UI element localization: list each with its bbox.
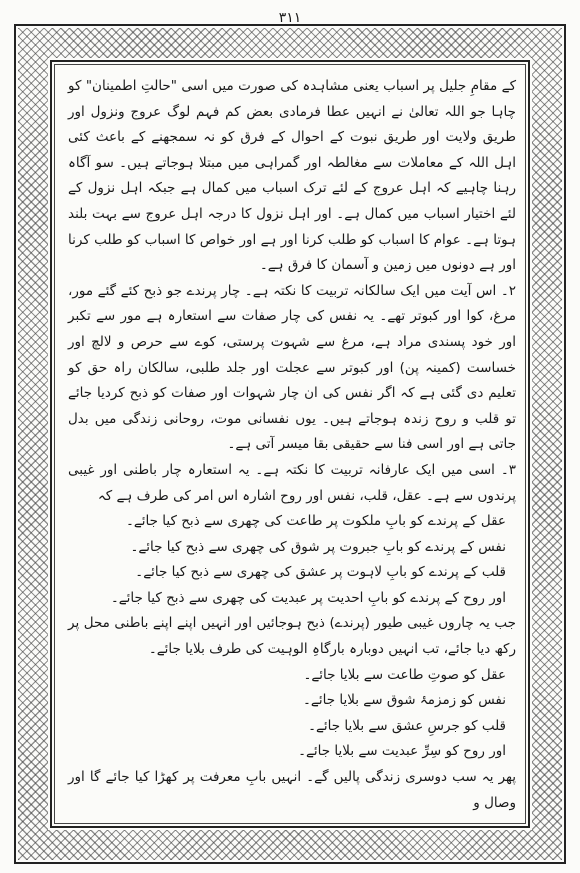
calling-list [68, 663, 516, 765]
paragraph-2: ۲۔ اس آیت میں ایک سالکانہ تربیت کا نکتہ ہے۔ چار پرندے جو ذبح کئے گئے مور، مرغ، کوا اور کبوتر تھے۔ یہ نفس کی چار صفات سے استعارہ ہے مور سے تکبر اور خود پسندی مراد ہے، مرغ سے شہوت پرستی، کوے سے حرص و لالچ اور خساست (کمینہ پن) اور کبوتر سے عجلت اور جلد طلبی، سالکان راہ حق کو تعلیم دی گئی ہے کہ اگر نفس کی ان چار شہوات اور صفات کو ذبح کردیا جائے تو قلب و روح زندہ ہوجاتے ہیں۔ یوں نفسانی موت، روحانی زندگی میں بدل جاتی ہے اور اسی فنا سے حقیقی بقا میسر آتی ہے۔ [68, 282, 516, 453]
body-text [68, 74, 516, 816]
list-item: عقل کے پرندے کو بابِ ملکوت پر طاعت کی چھری سے ذبح کیا جائے۔ [125, 513, 506, 530]
closing-line: پھر یہ سب دوسری زندگی پالیں گے۔ انہیں بابِ معرفت پر کھڑا کیا جائے گا اور وصال و [68, 769, 516, 811]
list-item: اور روح کو سِرِّ عبدیت سے بلایا جائے۔ [298, 743, 506, 760]
list-item: قلب کو جرسِ عشق سے بلایا جائے۔ [308, 717, 506, 734]
paragraph-4: جب یہ چاروں غیبی طیور (پرندے) ذبح ہوجائیں اور انہیں اپنے اپنے باطنی محل پر رکھ دیا جائے، تب انہیں دوبارہ بارگاہِ الوہیت کی طرف بلایا جائے۔ [68, 615, 516, 658]
paragraph-1: کے مقامِ جلیل پر اسباب یعنی مشاہدہ کی صورت میں اسی "حالتِ اطمینان" کو چاہا جو اللہ تعالیٰ نے انہیں عطا فرمادی بعض کم فہم لوگ عروج ونزول اور طریق ولایت اور طریق نبوت کے احوال کے فرق کو نہ سمجھنے کے باعث کئی اہل اللہ کے معاملات سے مغالطہ اور گمراہی میں مبتلا ہوجاتے ہیں۔ سو آگاہ رہنا چاہیے کہ اہل عروج کے لئے ترک اسباب میں کمال ہے جبکہ اہل نزول کے لئے اختیار اسباب میں کمال ہے۔ اور اہل نزول کا درجہ اہل عروج سے بہت بلند ہوتا ہے۔ عوام کا اسباب کو طلب کرنا اور ہے اور خواص کا اسباب کو طلب کرنا اور ہے دونوں میں زمین و آسمان کا فرق ہے۔ [68, 78, 516, 274]
list-item: نفس کے پرندے کو بابِ جبروت پر شوق کی چھری سے ذبح کیا جائے۔ [130, 538, 506, 555]
page-number: ۳۱۱ [278, 10, 302, 26]
list-item: عقل کو صوتِ طاعت سے بلایا جائے۔ [303, 666, 506, 683]
paragraph-3: ۳۔ اسی میں ایک عارفانہ تربیت کا نکتہ ہے۔ یہ استعارہ چار باطنی اور غیبی پرندوں سے ہے۔ عقل، قلب، نفس اور روح اشارہ اس امر کی طرف ہے کہ [68, 461, 516, 504]
slaughter-list [68, 509, 516, 611]
list-item: قلب کے پرندے کو بابِ لاہوت پر عشق کی چھری سے ذبح کیا جائے۔ [135, 564, 506, 581]
list-item: نفس کو زمزمۂ شوق سے بلایا جائے۔ [303, 692, 506, 709]
list-item: اور روح کے پرندے کو بابِ احدیت پر عبدیت کی چھری سے ذبح کیا جائے۔ [110, 589, 506, 606]
